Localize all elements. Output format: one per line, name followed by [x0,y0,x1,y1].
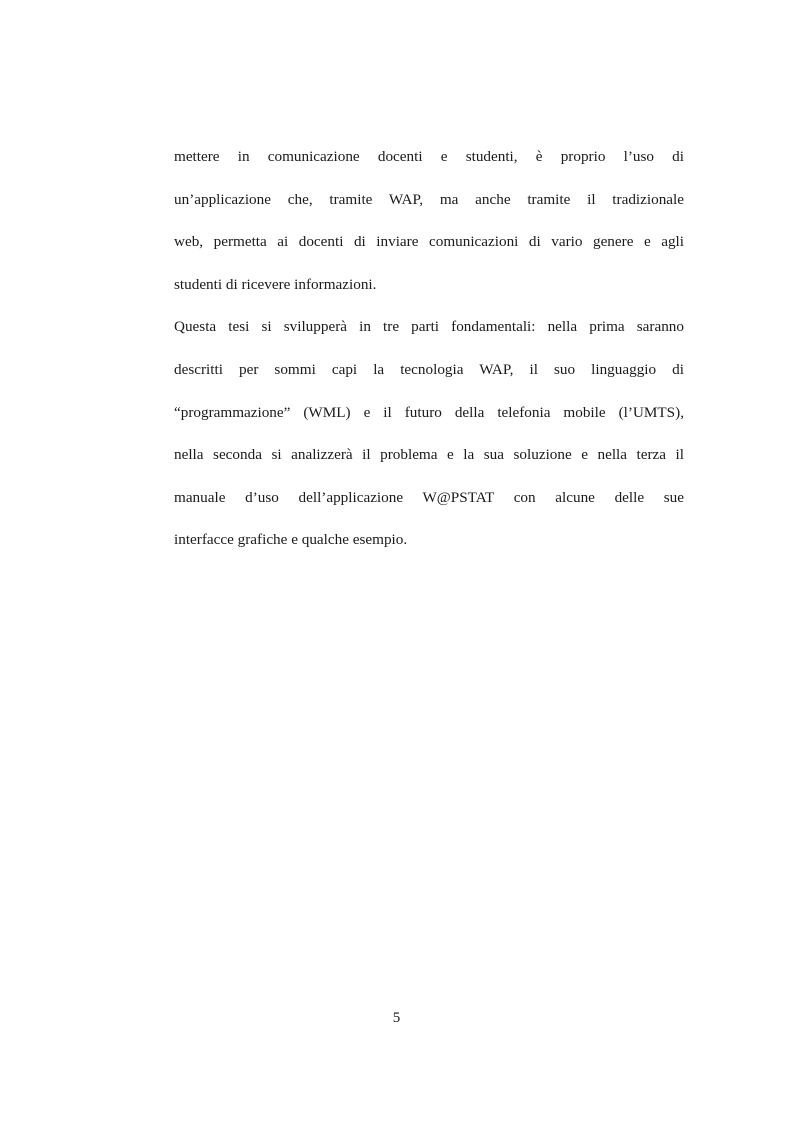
text-line: Questa tesi si svilupperà in tre parti fondamentali: nella prima saranno [174,318,684,336]
paragraph-continuation [174,136,684,306]
text-line: nella seconda si analizzerà il problema e la sua soluzione e nella terza il [174,446,684,464]
text-line: interfacce grafiche e qualche esempio. [174,531,408,549]
text-line: un’applicazione che, tramite WAP, ma anche tramite il tradizionale [174,190,684,208]
page-number: 5 [392,1010,401,1026]
paragraph-thesis-outline [174,306,684,562]
text-line: “programmazione” (WML) e il futuro della telefonia mobile (l’UMTS), [174,403,684,421]
text-line: studenti di ricevere informazioni. [174,275,377,293]
text-line: manuale d’uso dell’applicazione W@PSTAT con alcune delle sue [174,488,684,506]
text-line: descritti per sommi capi la tecnologia WAP, il suo linguaggio di [174,360,684,378]
text-line: web, permetta ai docenti di inviare comunicazioni di vario genere e agli [174,233,684,251]
text-line: mettere in comunicazione docenti e studenti, è proprio l’uso di [174,148,684,165]
body-text [174,136,684,562]
